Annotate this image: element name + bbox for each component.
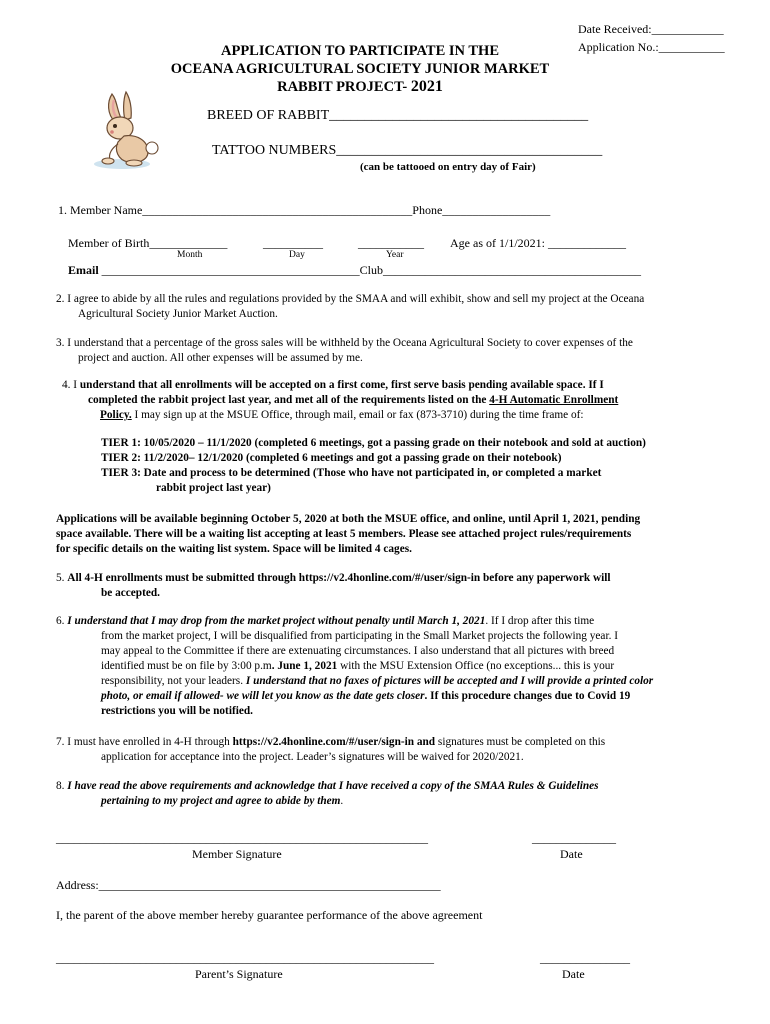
rabbit-illustration — [88, 88, 168, 172]
item-6-line-5 — [56, 674, 653, 689]
day-label: Day — [289, 250, 305, 260]
item-6-number: 6. — [56, 615, 68, 627]
tiers — [101, 436, 646, 496]
age-field[interactable]: Age as of 1/1/2021: _____________ — [450, 236, 626, 250]
application-number-field: Application No.:___________ — [578, 40, 725, 54]
item-7-line-1-a: 7. I must have enrolled in 4-H through — [56, 736, 233, 748]
parent-signature-label: Parent’s Signature — [195, 967, 283, 981]
item-3-line-2: project and auction. All other expenses will be assumed by me. — [78, 352, 363, 364]
applications-line-1: Applications will be available beginning October 5, 2020 at both the MSUE office, and online, until April 1, 2021, pending — [56, 513, 641, 525]
item-6-line-7: restrictions you will be notified. — [101, 705, 253, 717]
item-6-deadline: . June 1, 2021 — [271, 660, 338, 672]
item-7-line-1 — [56, 735, 605, 750]
address-field[interactable]: Address:_________________________________________________________ — [56, 878, 441, 892]
item-4-line-1 — [62, 378, 618, 393]
item-6-line-3: may appeal to the Committee if there are extenuating circumstances. I also understand that all pictures with breed — [101, 645, 615, 657]
month-label: Month — [177, 250, 203, 260]
title-line-1: APPLICATION TO PARTICIPATE IN THE — [221, 43, 499, 59]
item-8-line-2-end: . — [340, 795, 344, 807]
item-6-emphasis: I understand that I may drop from the market project without penalty until March 1, 2021 — [67, 615, 486, 627]
applications-line-2: space available. There will be a waiting list accepting at least 5 members. Please see attached project rules/requirements — [56, 528, 632, 540]
birth-day-field[interactable]: __________ — [263, 236, 323, 250]
form-title — [130, 42, 590, 96]
item-4 — [62, 378, 618, 423]
item-6-line-6-a: photo, or email if allowed- we will let you know as the date gets closer — [101, 690, 425, 702]
item-7-line-2: application for acceptance into the project. Leader’s signatures will be waived for 2020/2021. — [101, 751, 524, 763]
item-3-line-1: 3. I understand that a percentage of the gross sales will be withheld by the Oceana Agricultural Society to cover expenses of the — [56, 337, 633, 349]
date-received-field: Date Received:____________ — [578, 22, 724, 36]
member-signature-label: Member Signature — [192, 847, 282, 861]
item-5-line-1 — [56, 571, 611, 586]
parent-date-line[interactable]: _______________ — [540, 951, 630, 965]
enrollment-url-link[interactable]: https://v2.4honline.com/#/user/sign-in and — [232, 736, 436, 748]
item-8 — [56, 779, 599, 809]
item-6-line-6 — [56, 689, 653, 704]
tier-2: TIER 2: 11/2/2020– 12/1/2020 (completed 6 meetings and got a passing grade on their notebook) — [101, 452, 562, 464]
year-label: Year — [386, 250, 404, 260]
tier-3: TIER 3: Date and process to be determined (Those who have not participated in, or completed a market — [101, 467, 602, 479]
title-line-3-prefix: RABBIT PROJECT- — [277, 79, 411, 95]
item-6-line-2: from the market project, I will be disqualified from participating in the Small Market projects the following year. I — [101, 630, 618, 642]
policy-link[interactable]: Policy. — [100, 409, 132, 421]
item-4-line-3 — [62, 408, 618, 423]
email-club-line: ___________________________________________Club___________________________________________ — [98, 263, 642, 277]
item-5-text: All 4-H enrollments must be submitted through https://v2.4honline.com/#/user/sign-in before any paperwork will — [67, 572, 611, 584]
item-2 — [56, 292, 644, 322]
title-line-2: OCEANA AGRICULTURAL SOCIETY JUNIOR MARKET — [170, 61, 550, 77]
item-4-line-2-a: completed the rabbit project last year, and met all of the requirements listed on the — [88, 394, 490, 406]
parent-date-label: Date — [562, 967, 585, 981]
item-8-line-1 — [56, 779, 599, 794]
tattoo-note: (can be tattooed on entry day of Fair) — [360, 161, 536, 173]
rabbit-icon — [88, 88, 168, 172]
item-6-line-4 — [56, 659, 653, 674]
parent-guarantee-text: I, the parent of the above member hereby guarantee performance of the above agreement — [56, 908, 483, 922]
item-6-line-4-a: identified must be on file by 3:00 p.m — [101, 660, 272, 672]
item-8-number: 8. — [56, 780, 68, 792]
item-6-line-1-end: . If I drop after this time — [485, 615, 595, 627]
member-signature-line[interactable]: ______________________________________________________________ — [56, 831, 428, 845]
item-8-line-2 — [56, 794, 599, 809]
item-3 — [56, 336, 633, 366]
item-2-line-1: 2. I agree to abide by all the rules and regulations provided by the SMAA and will exhibit, show and sell my project at the Oceana — [56, 293, 645, 305]
title-line-3 — [130, 78, 590, 96]
title-year: 2021 — [410, 78, 443, 95]
item-4-line-3-b: I may sign up at the MSUE Office, through mail, email or fax (873-3710) during the time frame of: — [131, 409, 584, 421]
item-4-line-1-a: 4. I — [62, 379, 80, 391]
applications-notice — [56, 512, 640, 557]
item-7-line-1-c: signatures must be completed on this — [435, 736, 606, 748]
tier-1: TIER 1: 10/05/2020 – 11/1/2020 (completed 6 meetings, got a passing grade on their notebook and sold at auction) — [101, 437, 646, 449]
item-7 — [56, 735, 605, 765]
tier-3-line-2: rabbit project last year) — [156, 482, 271, 494]
email-label: Email — [68, 263, 99, 277]
item-8-text: I have read the above requirements and acknowledge that I have received a copy of the SMAA Rules & Guidelines — [67, 780, 599, 792]
breed-of-rabbit-field[interactable]: BREED OF RABBIT_____________________________________ — [207, 108, 589, 123]
item-6-line-5-a: responsibility, not your leaders. — [101, 675, 246, 687]
item-4-line-1-b: understand that all enrollments will be accepted on a first come, first serve basis pending available space. If I — [79, 379, 604, 391]
automatic-enrollment-link[interactable]: 4-H Automatic Enrollment — [489, 394, 619, 406]
member-name-phone-field[interactable]: 1. Member Name_____________________________________________Phone__________________ — [58, 203, 551, 217]
item-5-number: 5. — [56, 572, 68, 584]
parent-signature-line[interactable]: _______________________________________________________________ — [56, 951, 434, 965]
birth-year-field[interactable]: ___________ — [358, 236, 424, 250]
item-5-line-2: be accepted. — [101, 587, 160, 599]
tattoo-numbers-field[interactable]: TATTOO NUMBERS______________________________________ — [212, 143, 603, 158]
member-date-line[interactable]: ______________ — [532, 831, 616, 845]
member-date-label: Date — [560, 847, 583, 861]
applications-line-3: for specific details on the waiting list system. Space will be limited 4 cages. — [56, 543, 412, 555]
item-6-line-1 — [56, 614, 653, 629]
item-5 — [56, 571, 611, 601]
item-4-line-2 — [62, 393, 618, 408]
item-8-line-2-text: pertaining to my project and agree to abide by them — [101, 795, 341, 807]
item-2-line-2: Agricultural Society Junior Market Auction. — [78, 308, 278, 320]
email-club-field[interactable] — [68, 263, 641, 278]
item-6-line-6-b: . If this procedure changes due to Covid 19 — [424, 690, 631, 702]
item-6-line-4-c: with the MSU Extension Office (no exceptions... this is your — [337, 660, 615, 672]
item-6-line-5-b: I understand that no faxes of pictures will be accepted and I will provide a printed color — [245, 675, 654, 687]
birth-month-field[interactable]: Member of Birth_____________ — [68, 236, 228, 250]
item-6 — [56, 614, 653, 719]
